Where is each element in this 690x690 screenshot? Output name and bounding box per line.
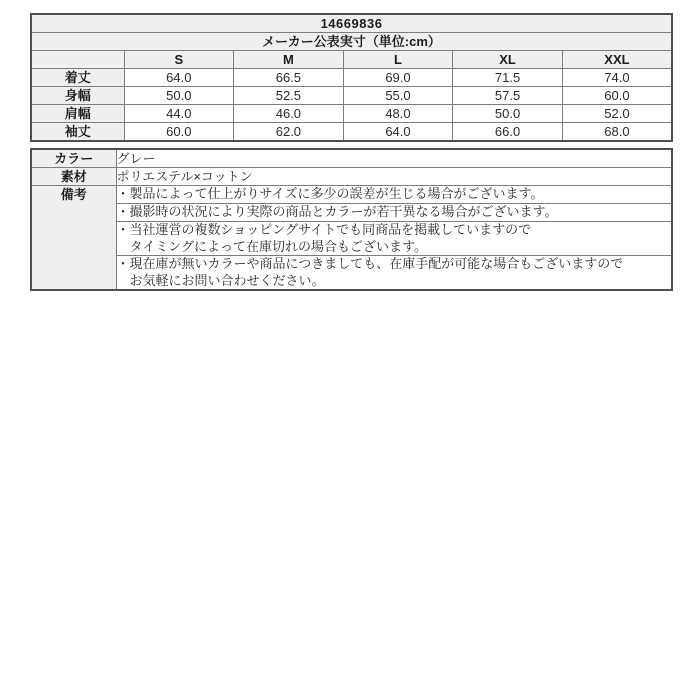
color-label: カラー bbox=[31, 149, 116, 168]
note-row bbox=[31, 222, 672, 256]
subtitle-row bbox=[31, 33, 672, 51]
size-value-cell: 64.0 bbox=[124, 69, 234, 87]
size-column-header-l: L bbox=[343, 51, 453, 69]
size-value-cell: 62.0 bbox=[234, 123, 344, 142]
size-column-header-s: S bbox=[124, 51, 234, 69]
size-row-label: 袖丈 bbox=[31, 123, 124, 142]
note-line: ・現在庫が無いカラーや商品につきましても、在庫手配が可能な場合もございますので bbox=[116, 256, 624, 271]
note-row bbox=[31, 256, 672, 291]
color-value: グレー bbox=[116, 149, 672, 168]
size-value-cell: 71.5 bbox=[453, 69, 563, 87]
size-value-cell: 69.0 bbox=[343, 69, 453, 87]
material-row bbox=[31, 168, 672, 186]
size-column-header-m: M bbox=[234, 51, 344, 69]
size-row-shoulder-width bbox=[31, 105, 672, 123]
note-cell bbox=[116, 256, 672, 291]
size-value-cell: 52.0 bbox=[562, 105, 672, 123]
size-row-label: 身幅 bbox=[31, 87, 124, 105]
size-value-cell: 44.0 bbox=[124, 105, 234, 123]
size-value-cell: 68.0 bbox=[562, 123, 672, 142]
size-column-header-row bbox=[31, 51, 672, 69]
note-line: ・撮影時の状況により実際の商品とカラーが若干異なる場合がございます。 bbox=[116, 204, 558, 220]
color-row bbox=[31, 149, 672, 168]
note-line: ・当社運営の複数ショッピングサイトでも同商品を掲載していますので bbox=[116, 222, 532, 237]
detail-table bbox=[30, 148, 673, 291]
note-line: ・製品によって仕上がりサイズに多少の誤差が生じる場合がございます。 bbox=[116, 186, 544, 202]
note-row bbox=[31, 186, 672, 204]
size-value-cell: 57.5 bbox=[453, 87, 563, 105]
note-line-continuation: お気軽にお問い合わせください。 bbox=[129, 272, 325, 288]
size-corner-cell bbox=[31, 51, 124, 69]
note-line-continuation: タイミングによって在庫切れの場合もございます。 bbox=[129, 238, 427, 254]
size-value-cell: 48.0 bbox=[343, 105, 453, 123]
size-table-subtitle: メーカー公表実寸（単位:cm） bbox=[31, 33, 672, 51]
size-value-cell: 46.0 bbox=[234, 105, 344, 123]
size-row-body-width bbox=[31, 87, 672, 105]
size-value-cell: 74.0 bbox=[562, 69, 672, 87]
size-row-label: 着丈 bbox=[31, 69, 124, 87]
size-value-cell: 64.0 bbox=[343, 123, 453, 142]
size-value-cell: 52.5 bbox=[234, 87, 344, 105]
notes-label: 備考 bbox=[31, 186, 116, 291]
material-value: ポリエステル×コットン bbox=[116, 168, 672, 186]
size-column-header-xxl: XXL bbox=[562, 51, 672, 69]
size-column-header-xl: XL bbox=[453, 51, 563, 69]
size-row-label: 肩幅 bbox=[31, 105, 124, 123]
size-row-sleeve-length bbox=[31, 123, 672, 142]
size-row-length bbox=[31, 69, 672, 87]
product-code: 14669836 bbox=[31, 14, 672, 33]
size-value-cell: 66.5 bbox=[234, 69, 344, 87]
material-label: 素材 bbox=[31, 168, 116, 186]
note-cell bbox=[116, 186, 672, 204]
size-value-cell: 50.0 bbox=[124, 87, 234, 105]
size-value-cell: 60.0 bbox=[562, 87, 672, 105]
note-row bbox=[31, 204, 672, 222]
product-code-row bbox=[31, 14, 672, 33]
size-value-cell: 66.0 bbox=[453, 123, 563, 142]
size-table bbox=[30, 13, 673, 142]
size-value-cell: 50.0 bbox=[453, 105, 563, 123]
note-cell bbox=[116, 222, 672, 256]
size-value-cell: 60.0 bbox=[124, 123, 234, 142]
size-value-cell: 55.0 bbox=[343, 87, 453, 105]
note-cell bbox=[116, 204, 672, 222]
